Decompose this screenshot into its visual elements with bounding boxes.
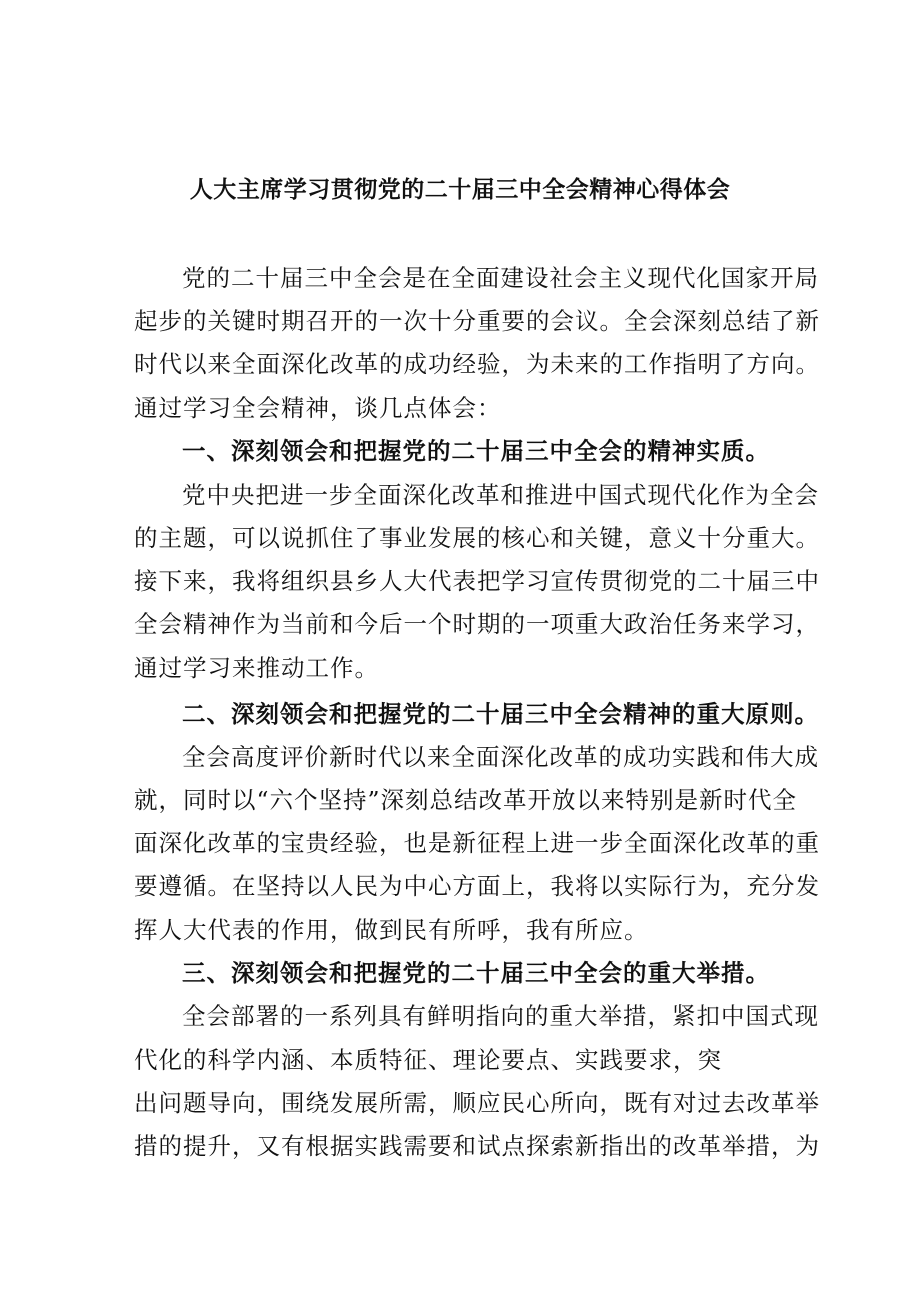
- paragraph-line: 面深化改革的宝贵经验，也是新征程上进一步全面深化改革的重: [134, 829, 820, 857]
- paragraph-line: 代化的科学内涵、本质特征、理论要点、实践要求，突: [134, 1046, 722, 1074]
- paragraph-line: 挥人大代表的作用，做到民有所呼，我有所应。: [134, 916, 649, 944]
- paragraph-line: 全会精神作为当前和今后一个时期的一项重大政治任务来学习，: [134, 610, 820, 638]
- paragraph-line: 出问题导向，围绕发展所需，顺应民心所向，既有对过去改革举: [134, 1089, 820, 1117]
- section-heading-1: 一、深刻领会和把握党的二十届三中全会的精神实质。: [182, 437, 770, 465]
- paragraph-line: 全会部署的一系列具有鲜明指向的重大举措，紧扣中国式现: [182, 1002, 819, 1030]
- paragraph-line: 要遵循。在坚持以人民为中心方面上，我将以实际行为，充分发: [134, 872, 820, 900]
- paragraph-line: 党的二十届三中全会是在全面建设社会主义现代化国家开局: [182, 264, 819, 292]
- paragraph-line: 起步的关键时期召开的一次十分重要的会议。全会深刻总结了新: [134, 307, 820, 335]
- paragraph-line: 党中央把进一步全面深化改革和推进中国式现代化作为全会: [182, 481, 819, 509]
- document-title: 人大主席学习贯彻党的二十届三中全会精神心得体会: [189, 176, 731, 203]
- paragraph-line: 接下来，我将组织县乡人大代表把学习宣传贯彻党的二十届三中: [134, 567, 820, 595]
- paragraph-line: 通过学习全会精神，谈几点体会：: [134, 394, 502, 422]
- paragraph-line: 措的提升，又有根据实践需要和试点探索新指出的改革举措，为: [134, 1132, 820, 1160]
- paragraph-line: 就，同时以“六个坚持”深刻总结改革开放以来特别是新时代全: [134, 786, 798, 814]
- paragraph-line: 时代以来全面深化改革的成功经验，为未来的工作指明了方向。: [134, 350, 820, 378]
- section-heading-3: 三、深刻领会和把握党的二十届三中全会的重大举措。: [182, 959, 770, 987]
- section-heading-2: 二、深刻领会和把握党的二十届三中全会精神的重大原则。: [182, 700, 819, 728]
- paragraph-line: 的主题，可以说抓住了事业发展的核心和关键，意义十分重大。: [134, 524, 820, 552]
- paragraph-line: 通过学习来推动工作。: [134, 654, 379, 682]
- paragraph-line: 全会高度评价新时代以来全面深化改革的成功实践和伟大成: [182, 743, 819, 771]
